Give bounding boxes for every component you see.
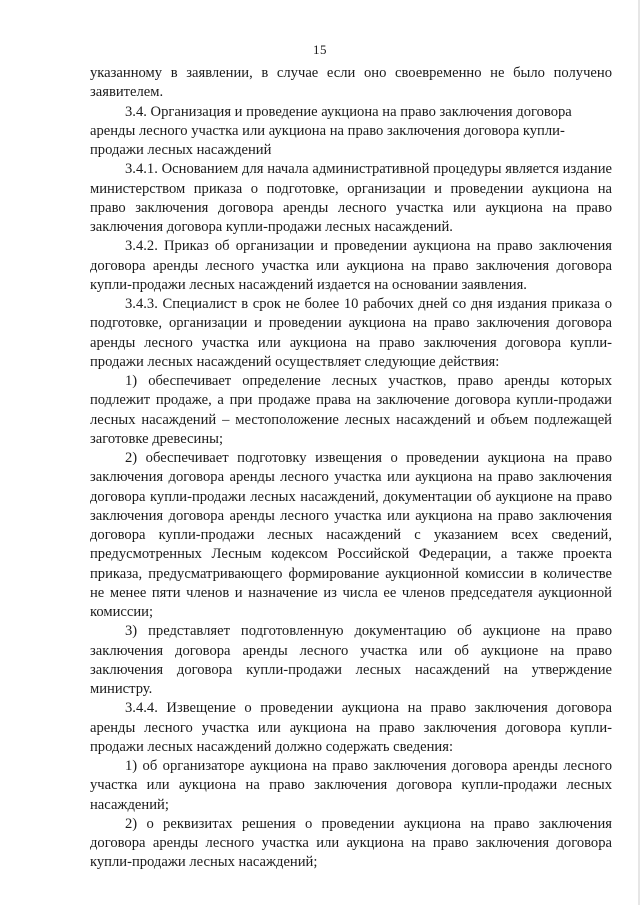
list-item-3-4-3-1: 1) обеспечивает определение лесных участков, право аренды которых подлежит продаже, а при продаже права на заключение договора купли-продажи лесных насаждений – местоположение лесных насаждений и объем подлежащей заготовке древесины; bbox=[90, 373, 612, 447]
paragraph-3-4-1: 3.4.1. Основанием для начала административной процедуры является издание министерством приказа о подготовке, организации и проведении аукциона на право заключения договора аренды лесного участка или аукциона на право заключения договора купли-продажи лесных насаждений. bbox=[90, 161, 612, 235]
list-item-3-4-3-3: 3) представляет подготовленную документацию об аукционе на право заключения договора аренды лесного участка или об аукционе на право заключения договора купли-продажи лесных насаждений на утверждение министру. bbox=[90, 623, 612, 697]
page-number: 15 bbox=[313, 42, 327, 57]
paragraph-3-4-3: 3.4.3. Специалист в срок не более 10 рабочих дней со дня издания приказа о подготовке, организации и проведении аукциона на право заключения договора аренды лесного участка или аукциона на право заключения договора купли-продажи лесных насаждений осуществляет следующие действия: bbox=[90, 296, 612, 370]
section-heading-3-4: 3.4. Организация и проведение аукциона на право заключения договора аренды лесного участка или аукциона на право заключения договора купли-продажи лесных насаждений bbox=[90, 103, 572, 158]
list-item-3-4-4-2: 2) о реквизитах решения о проведении аукциона на право заключения договора аренды лесного участка или аукциона на право заключения договора купли-продажи лесных насаждений; bbox=[90, 815, 612, 871]
list-item-3-4-3-2: 2) обеспечивает подготовку извещения о проведении аукциона на право заключения договора аренды лесного участка или аукциона на право заключения договора купли-продажи лесных насаждений, документации об аукционе на право заключения договора аренды лесного участка или аукциона на право заключения договора купли-продажи лесных насаждений с указанием всех сведений, предусмотренных Лесным кодексом Российской Федерации, а также проекта приказа, предусматривающего формирование аукционной комиссии в количестве не менее пяти членов и назначение из числа ее членов председателя аукционной комиссии; bbox=[90, 450, 612, 620]
paragraph-continuation: указанному в заявлении, в случае если оно своевременно не было получено заявителем. bbox=[90, 65, 612, 101]
list-item-3-4-4-1: 1) об организаторе аукциона на право заключения договора аренды лесного участка или аукциона на право заключения договора купли-продажи лесных насаждений; bbox=[90, 758, 612, 813]
paragraph-3-4-4: 3.4.4. Извещение о проведении аукциона на право заключения договора аренды лесного участка или аукциона на право заключения договора купли-продажи лесных насаждений должно содержать сведения: bbox=[90, 700, 612, 755]
document-body bbox=[90, 64, 612, 873]
paragraph-3-4-2: 3.4.2. Приказ об организации и проведении аукциона на право заключения договора аренды лесного участка или аукциона на право заключения договора купли-продажи лесных насаждений издается на основании заявления. bbox=[90, 238, 612, 293]
